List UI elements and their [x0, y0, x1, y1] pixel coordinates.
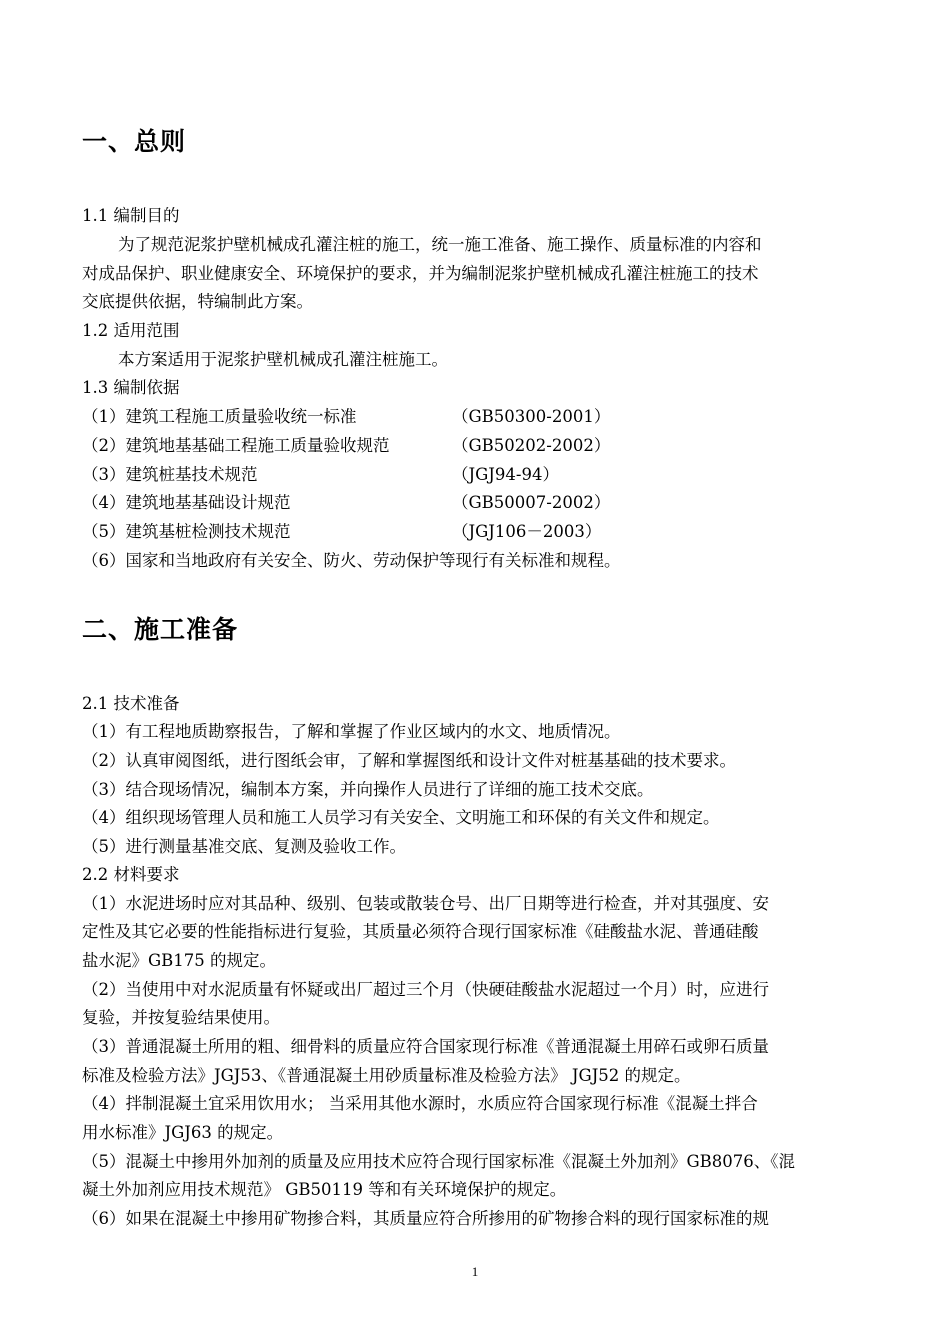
- list-item: （2）认真审阅图纸，进行图纸会审，了解和掌握图纸和设计文件对桩基基础的技术要求。: [82, 751, 736, 770]
- paragraph-line: 用水标准》JGJ63 的规定。: [82, 1123, 284, 1142]
- paragraph-line: （5）混凝土中掺用外加剂的质量及应用技术应符合现行国家标准《混凝土外加剂》GB8076、《混: [82, 1152, 796, 1171]
- subsection-title: 2.2 材料要求: [82, 865, 180, 884]
- paragraph-line: 为了规范泥浆护壁机械成孔灌注桩的施工，统一施工准备、施工操作、质量标准的内容和: [118, 235, 762, 254]
- reference-item: [82, 493, 782, 513]
- reference-code: （GB50007-2002）: [452, 493, 611, 512]
- reference-item: [82, 465, 782, 485]
- reference-name: （4）建筑地基基础设计规范: [82, 493, 291, 512]
- reference-item: [82, 407, 782, 427]
- reference-name: （2）建筑地基基础工程施工质量验收规范: [82, 436, 390, 455]
- reference-name: （3）建筑桩基技术规范: [82, 465, 258, 484]
- reference-code: （JGJ94-94）: [452, 465, 559, 484]
- subsection-title: 1.1 编制目的: [82, 206, 180, 225]
- reference-code: （GB50202-2002）: [452, 436, 611, 455]
- paragraph-line: 复验，并按复验结果使用。: [82, 1008, 280, 1027]
- paragraph-line: 交底提供依据，特编制此方案。: [82, 292, 313, 311]
- section-heading-2: 二、施工准备: [82, 615, 239, 644]
- reference-name: （5）建筑基桩检测技术规范: [82, 522, 291, 541]
- section-heading-1: 一、总则: [82, 127, 187, 156]
- list-item: （4）组织现场管理人员和施工人员学习有关安全、文明施工和环保的有关文件和规定。: [82, 808, 720, 827]
- reference-name: （1）建筑工程施工质量验收统一标准: [82, 407, 357, 426]
- paragraph-line: 盐水泥》GB175 的规定。: [82, 951, 277, 970]
- paragraph-line: 标准及检验方法》JGJ53、《普通混凝土用砂质量标准及检验方法》 JGJ52 的规定。: [82, 1066, 691, 1085]
- paragraph-line: 本方案适用于泥浆护壁机械成孔灌注桩施工。: [118, 350, 448, 369]
- subsection-title: 1.2 适用范围: [82, 321, 180, 340]
- reference-item: [82, 522, 782, 542]
- list-item: （3）结合现场情况，编制本方案，并向操作人员进行了详细的施工技术交底。: [82, 780, 654, 799]
- list-item: （1）有工程地质勘察报告，了解和掌握了作业区域内的水文、地质情况。: [82, 722, 621, 741]
- page-number: 1: [471, 1264, 479, 1279]
- reference-item: （6）国家和当地政府有关安全、防火、劳动保护等现行有关标准和规程。: [82, 551, 621, 570]
- subsection-title: 2.1 技术准备: [82, 694, 180, 713]
- paragraph-line: 对成品保护、职业健康安全、环境保护的要求，并为编制泥浆护壁机械成孔灌注桩施工的技术: [82, 264, 759, 283]
- reference-item: [82, 436, 782, 456]
- paragraph-line: （4）拌制混凝土宜采用饮用水； 当采用其他水源时，水质应符合国家现行标准《混凝土拌合: [82, 1094, 758, 1113]
- list-item: （5）进行测量基准交底、复测及验收工作。: [82, 837, 406, 856]
- reference-code: （JGJ106－2003）: [452, 522, 602, 541]
- paragraph-line: 凝土外加剂应用技术规范》 GB50119 等和有关环境保护的规定。: [82, 1180, 567, 1199]
- reference-code: （GB50300-2001）: [452, 407, 611, 426]
- subsection-title: 1.3 编制依据: [82, 378, 180, 397]
- paragraph-line: 定性及其它必要的性能指标进行复验，其质量必须符合现行国家标准《硅酸盐水泥、普通硅酸: [82, 922, 759, 941]
- paragraph-line: （6）如果在混凝土中掺用矿物掺合料，其质量应符合所掺用的矿物掺合料的现行国家标准的规: [82, 1209, 769, 1228]
- paragraph-line: （2）当使用中对水泥质量有怀疑或出厂超过三个月（快硬硅酸盐水泥超过一个月）时，应进行: [82, 980, 769, 999]
- paragraph-line: （3）普通混凝土所用的粗、细骨料的质量应符合国家现行标准《普通混凝土用碎石或卵石质量: [82, 1037, 769, 1056]
- paragraph-line: （1）水泥进场时应对其品种、级别、包装或散装仓号、出厂日期等进行检查，并对其强度、安: [82, 894, 769, 913]
